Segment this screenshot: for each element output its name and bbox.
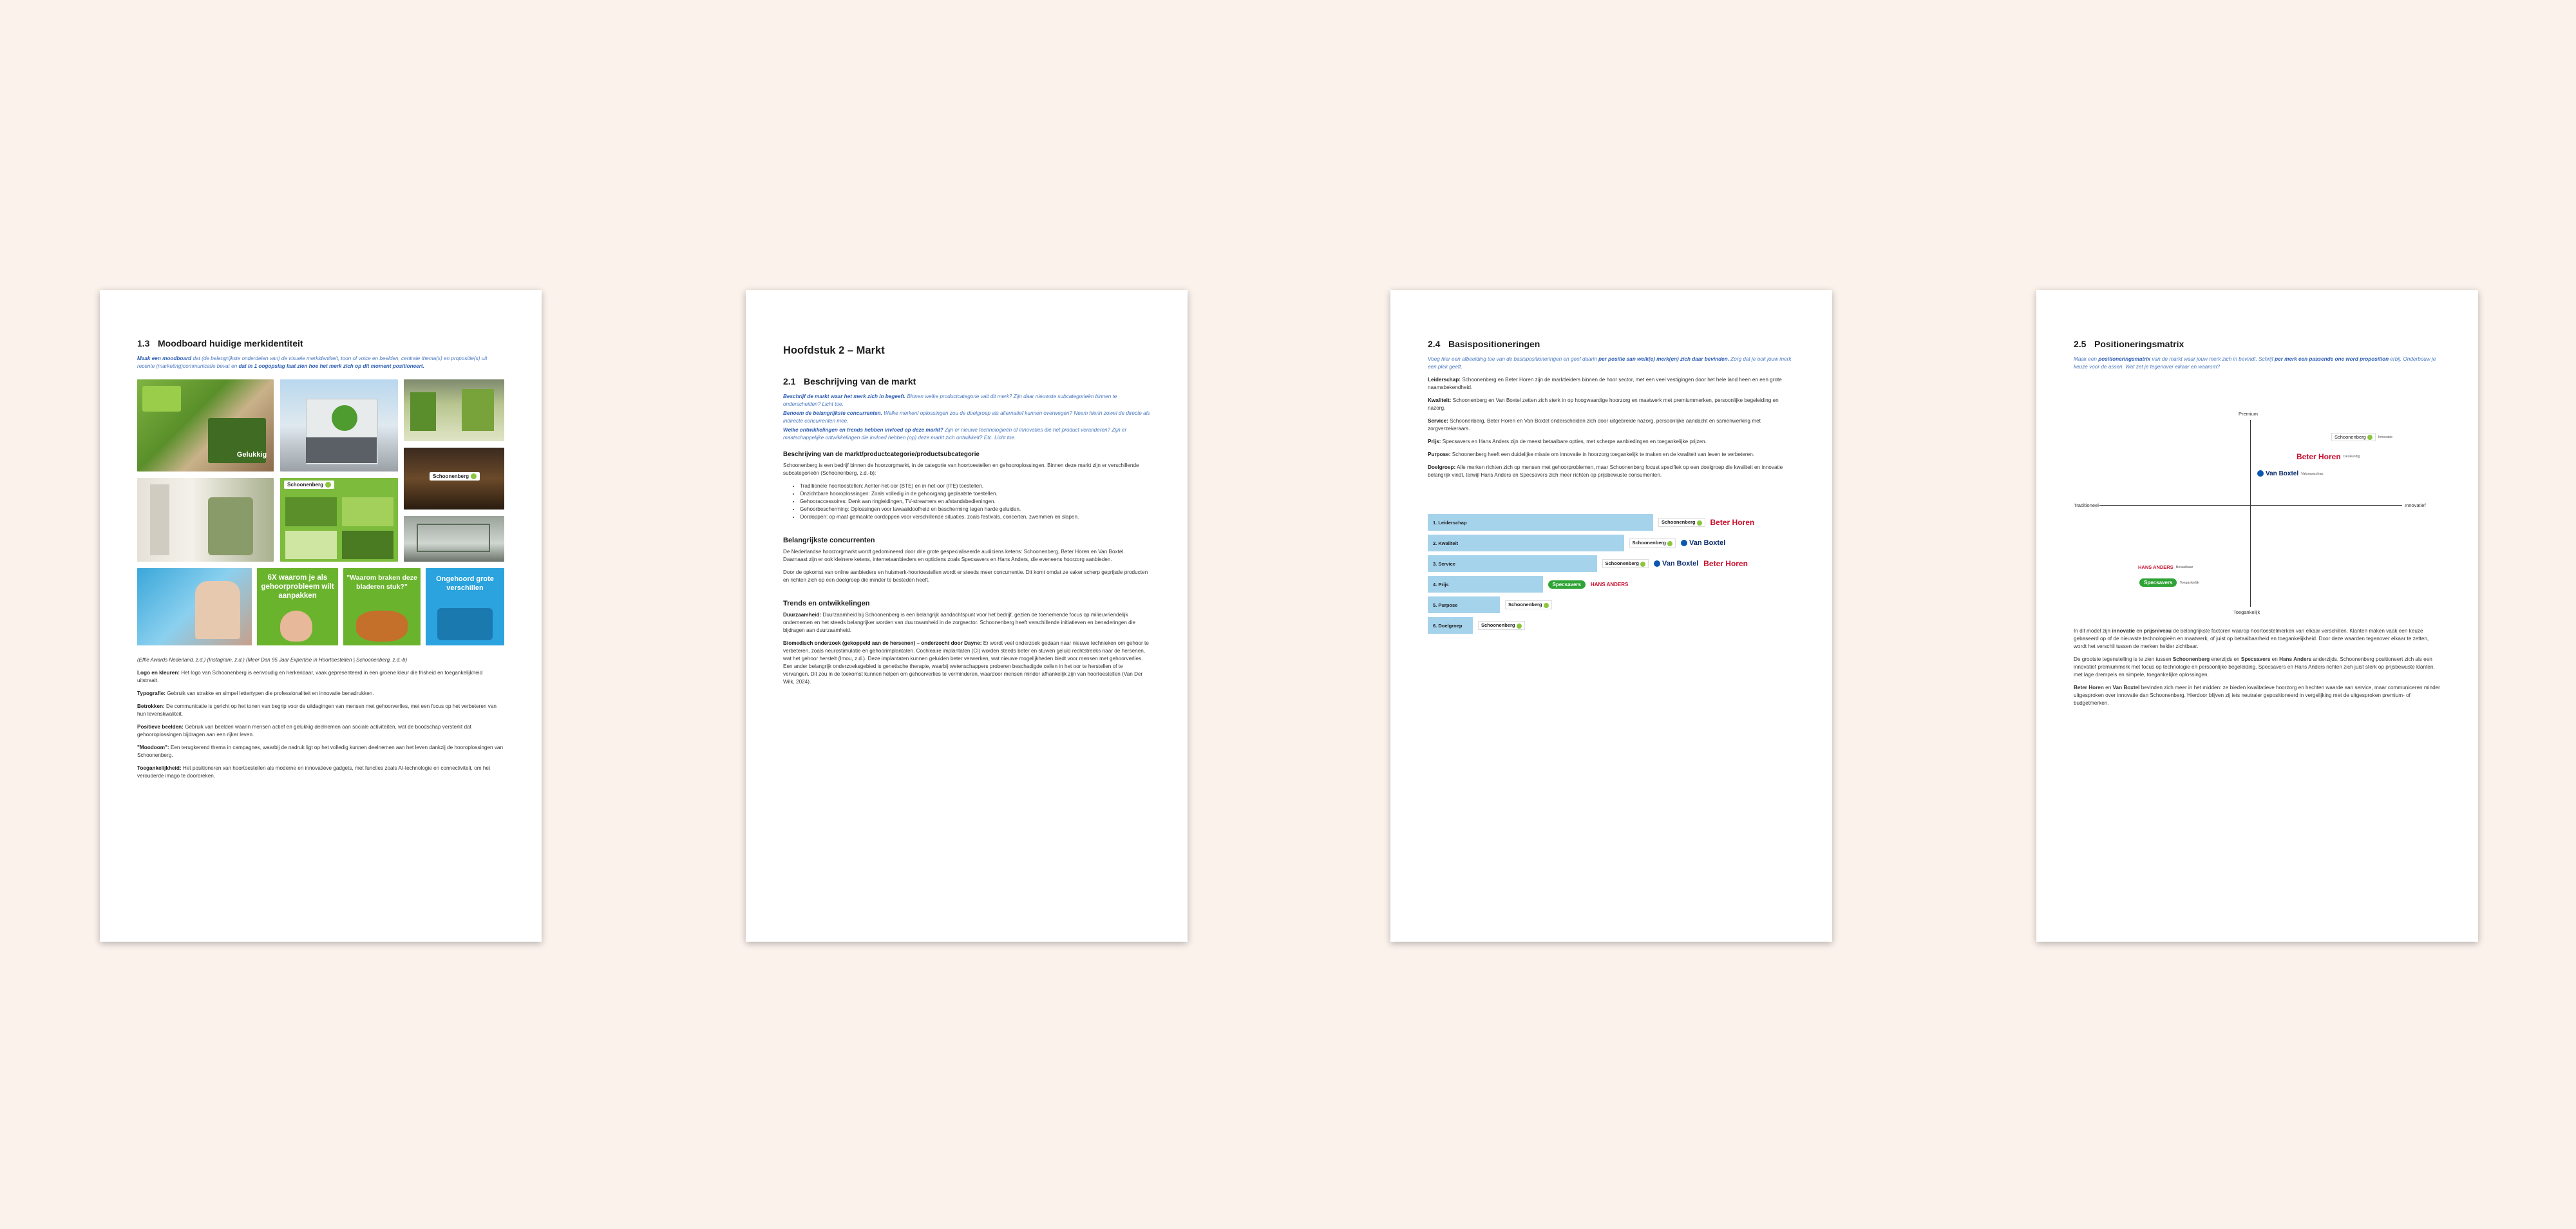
page-positioneringsmatrix (2036, 290, 2478, 942)
mood-photo-interior (137, 478, 274, 562)
position-item: Prijs: Specsavers en Hans Anders zijn de meest betaalbare opties, met scherpe aanbiedingen en toegankelijke prijzen. (1428, 439, 1707, 444)
mood-photo-building (280, 379, 398, 472)
mood-tile-bladeren: "Waarom braken deze bladeren stuk?" (343, 568, 421, 645)
axis-label-right: Innovatief (2405, 502, 2426, 508)
list-item: • Traditionele hoortoestellen: Achter-het-oor (BTE) en in-het-oor (ITE) toestellen. (800, 482, 1150, 490)
schoonenberg-logo-chip: Schoonenberg (284, 481, 334, 489)
list-item: • Onzichtbare hooroplossingen: Zoals volledig in de gehoorgang geplaatste toestellen. (800, 490, 1150, 498)
mood-item: Logo en kleuren: Het logo van Schoonenberg is eenvoudig en herkenbaar, vaak gepresenteerd in een groene kleur die frisheid en toegankelijkheid uitstraalt. (137, 670, 483, 683)
bar-label: 6. Doelgroep (1433, 622, 1463, 629)
bar-brand: Schoonenberg (1602, 559, 1649, 567)
bar-brand: Beter Horen (1703, 559, 1748, 568)
image-caption: (Effie Awards Nederland, z.d.) (Instagram, z.d.) (Meer Dan 95 Jaar Expertise in Hoortoestellen | Schoonenberg, z.d.-b) (137, 657, 408, 663)
mood-item: Typografie: Gebruik van strakke en simpel lettertypen die professionaliteit en innovatie benadrukken. (137, 691, 374, 696)
position-item: Kwaliteit: Schoonenberg en Van Boxtel zetten zich sterk in op hoogwaardige hoorzorg en maatwerk met premiummerken, persoonlijke begeleiding en nazorg. (1428, 397, 1779, 411)
subheading: Trends en ontwikkelingen (783, 600, 870, 607)
schoonenberg-dot-icon (2367, 435, 2372, 440)
matrix-brand-hans-anders: HANS ANDERS Betaalbaar (2138, 564, 2193, 570)
axis-label-left: Traditioneel (2074, 502, 2099, 508)
paragraph: De Nederlandse hoorzorgmarkt wordt gedomineerd door drie grote gespecialiseerde audiciens ketens: Schoonenberg, Beter Horen en Van Boxtel. Daarnaast zijn er ook kleinere ketens, internetaanbieders en opticiens zoals Specsavers en Hans Anders, die eveneens hoorzorg aanbieden. (783, 549, 1125, 562)
mood-item: "Moodoom": Een terugkerend thema in campagnes, waarbij de nadruk ligt op het volledig kunnen deelnemen aan het leven dankzij de hooroplossingen van Schoonenberg. (137, 745, 504, 758)
bar-brand: Van Boxtel (1654, 560, 1698, 567)
bar-row (1428, 514, 1754, 531)
subcategory-list (783, 482, 1150, 521)
subheading: Belangrijkste concurrenten (783, 537, 875, 544)
instruction-text: Beschrijf de markt waar het merk zich in begeeft. Binnen welke productcategorie valt dit merk? Zijn daar nieuwste subcategorieën binnen te onderscheiden? Licht toe. (783, 394, 1117, 407)
mood-item: Positieve beelden: Gebruik van beelden waarin mensen actief en gelukkig deelnemen aan sociale activiteiten, wat de boodschap versterkt dat gehooroplossingen bijdragen aan een rijker leven. (137, 724, 471, 738)
bar-brand: Schoonenberg (1658, 518, 1705, 526)
paragraph: Schoonenberg is een bedrijf binnen de hoorzorgmarkt, in de categorie van hoortoestellen en gehooroplossingen. Binnen deze markt zijn er verschillende subcategorieën (Schoonenberg, z.d.-b): (783, 462, 1139, 476)
paragraph: De grootste tegenstelling is te zien tussen Schoonenberg enerzijds en Specsavers en Hans Anders anderzijds. Schoonenberg positioneert zich als een innovatief premiummerk met focus op technologie en persoonlijke begeleiding. Specsavers en Hans Anders richten zich juist sterk op prijsbewuste klanten, met lage drempels en simpele, toegankelijke oplossingen. (2074, 656, 2435, 678)
mood-tile-ongehoord: Ongehoord grote verschillen (426, 568, 504, 645)
position-item: Service: Schoonenberg, Beter Horen en Van Boxtel onderscheiden zich door uitgebreide nazorg, persoonlijke aandacht en samenwerking met zorgverzekeraars. (1428, 418, 1761, 432)
paragraph: Biomedisch onderzoek (gekoppeld aan de hersenen) – onderzocht door Dayne: Er wordt veel onderzoek gedaan naar nieuwe technieken om gehoor te verbeteren, zoals neurostimulatie en gehoorimplantaten. Cochleaire implantaten (CI) worden steeds beter en stuwen geluid rechtstreeks naar de hersenen, wat het gehoor herstelt (Imou, z.d.). Deze implantaten kunnen geluiden beter verwerken, wat nieuwe mogelijkheden biedt voor mensen met gehoorverlies. Een ander belangrijk onderzoeksgebied is genetische therapie, waarbij wetenschappers proberen beschadigde cellen in het oor te herstellen of te vervangen. Dit zou in de toekomst kunnen helpen om gehoorverlies te verminderen, waardoor mensen minder afhankelijk zijn van hoortoestellen (Van Der Wilk, 2024). (783, 640, 1149, 685)
instruction-text: Maak een positioneringsmatrix van de markt waar jouw merk zich in bevindt. Schrijf per merk een passende one word proposition erbij. Onderbouw je keuze voor de assen. Wat zet je tegenover elkaar en waarom? (2074, 356, 2436, 370)
mood-photo-store-logo (404, 448, 504, 510)
page-moodboard (100, 290, 542, 942)
mood-tile-6x: 6X waarom je als gehoorprobleem wilt aanpakken (257, 568, 338, 645)
instruction-text: Welke ontwikkelingen en trends hebben invloed op deze markt? Zijn er nieuwe technologieën of innovaties die het product veranderen? Zijn er maatschappelijke ontwikkelingen die invloed hebben (op) deze markt zich ontwikkelt? Etc. Licht toe. (783, 427, 1127, 441)
section-heading: 2.4 Basispositioneringen (1428, 339, 1540, 349)
instruction-text: Maak een moodboard dat (de belangrijkste onderdelen van) de visuele merkidentiteit, toon of voice en beelden, centrale thema(s) en propositie(s) uit recente (marketing)communicatie bevat en dat in 1 oogopslag laat zien hoe het merk zich op dit moment positioneert. (137, 356, 488, 369)
section-heading: 2.5 Positioneringsmatrix (2074, 339, 2184, 349)
bar-label: 2. Kwaliteit (1433, 540, 1459, 546)
paragraph: Duurzaamheid: Duurzaamheid bij Schoonenberg is een belangrijk aandachtspunt voor het bedrijf, gezien de toenemende focus op milieuvriendelijk ondernemen en het steeds belangrijker worden van duurzaamheid in de zorgsector. Schoonenberg heeft verschillende initiatieven en benaderingen die bijdragen aan duurzaamheid. (783, 612, 1136, 633)
van-boxtel-dot-icon (1681, 540, 1687, 546)
mood-photo-people: Gelukkig (137, 379, 274, 472)
bar (1428, 617, 1473, 634)
positioning-matrix (2074, 408, 2441, 621)
mood-photo-people-blue (137, 568, 252, 645)
matrix-vertical-axis (2250, 420, 2251, 607)
bar-brand: Specsavers (1548, 580, 1586, 589)
mood-item: Betrokken: De communicatie is gericht op het tonen van begrip voor de uitdagingen van mensen met gehoorverlies, met een focus op het verbeteren van hun levenskwaliteit. (137, 703, 497, 717)
chapter-heading: Hoofdstuk 2 – Markt (783, 345, 885, 356)
mood-item: Toegankelijkheid: Het positioneren van hoortoestellen als moderne en innovatieve gadgets, met functies zoals AI-technologie en connectiviteit, om het verouderde imago te doorbreken. (137, 765, 491, 779)
mood-photo-logo-collage (280, 478, 398, 562)
matrix-horizontal-axis (2099, 505, 2402, 506)
bar-row (1428, 535, 1725, 551)
list-item: • Gehoorbescherming: Oplossingen voor lawaaiidoofheid en bescherming tegen harde geluiden. (800, 506, 1150, 513)
bar-row (1428, 576, 1628, 593)
section-heading: 2.1 Beschrijving van de markt (783, 376, 916, 386)
instruction-text: Benoem de belangrijkste concurrenten. Welke merken/ oplossingen zou de doelgroep als alternatief kunnen overwegen? Neem hierin zowel de directe als indirecte concurrenten mee. (783, 410, 1150, 424)
bar (1428, 535, 1624, 551)
position-item: Doelgroep: Alle merken richten zich op mensen met gehoorproblemen, maar Schoonenberg focust specifiek op een doelgroep die kwaliteit en innovatie belangrijk vindt, terwijl Hans Anders en Specsavers zich meer richten op prijsbewuste consumenten. (1428, 464, 1783, 478)
position-item: Leiderschap: Schoonenberg en Beter Horen zijn de marktleiders binnen de hoor sector, met een veel vestigingen door het hele land heen en een grote naamsbekendheid. (1428, 377, 1782, 390)
bar-brand: Beter Horen (1710, 518, 1755, 527)
bar-label: 5. Purpose (1433, 602, 1458, 608)
mood-photo-store (404, 379, 504, 441)
matrix-brand-beter-horen: Beter Horen Deskundig (2297, 452, 2360, 461)
schoonenberg-dot-icon (1640, 562, 1645, 567)
bar-brand: Van Boxtel (1681, 539, 1725, 547)
bar-label: 3. Service (1433, 560, 1456, 567)
bar (1428, 514, 1653, 531)
bar (1428, 576, 1543, 593)
subheading: Beschrijving van de markt/productcategorie/productsubcategorie (783, 451, 980, 458)
bar-brand: Schoonenberg (1505, 600, 1552, 609)
bar (1428, 596, 1500, 613)
section-heading: 1.3 Moodboard huidige merkidentiteit (137, 338, 303, 348)
matrix-brand-specsavers: Specsavers Toegankelijk (2139, 578, 2199, 587)
matrix-brand-schoonenberg: Schoonenberg Innovatie (2331, 433, 2392, 441)
bar-brand: HANS ANDERS (1590, 581, 1629, 587)
van-boxtel-dot-icon (2257, 470, 2264, 477)
bar-label: 1. Leiderschap (1433, 519, 1467, 526)
schoonenberg-logo-chip: Schoonenberg (430, 472, 480, 481)
schoonenberg-dot-icon (1667, 541, 1672, 546)
bar-row (1428, 596, 1552, 613)
bar-label: 4. Prijs (1433, 581, 1449, 587)
van-boxtel-dot-icon (1654, 560, 1660, 567)
bar (1428, 555, 1597, 572)
paragraph: Door de opkomst van online aanbieders en huismerk-hoortoestellen wordt er steeds meer concurrentie. Dit komt omdat ze vaker scherp geprijsde producten en richten zich op een doelgroep die minder te besteden heeft. (783, 569, 1148, 583)
axis-label-bottom: Toegankelijk (2233, 609, 2260, 615)
moodboard-collage (137, 379, 504, 650)
list-item: • Oordoppen: op maat gemaakte oordoppen voor verschillende situaties, zoals festivals, concerten, zwemmen en slapen. (800, 513, 1150, 521)
mood-photo-shop-interior (404, 516, 504, 562)
position-item: Purpose: Schoonenberg heeft een duidelijke missie om innovatie in hoorzorg toegankelijk te maken en de kwaliteit van leven te verbeteren. (1428, 452, 1755, 457)
positioning-bar-chart (1428, 514, 1795, 643)
axis-label-top: Premium (2239, 411, 2259, 417)
logo-dot-icon (471, 473, 477, 479)
paragraph: In dit model zijn innovatie en prijsniveau de belangrijkste factoren waarop hoortoestelmerken van elkaar verschillen. Klanten maken vaak een keuze gebaseerd op of de nieuwste technologieën en maatwerk, of juist op betaalbaarheid en toegankelijkheid. Door deze waarden tegenover elkaar te zetten, wordt het verschil tussen de merken helder zichtbaar. (2074, 628, 2429, 649)
schoonenberg-dot-icon (1697, 520, 1702, 526)
page-basispositioneringen (1390, 290, 1832, 942)
bar-brand: Schoonenberg (1478, 621, 1525, 629)
schoonenberg-dot-icon (1544, 603, 1549, 608)
paragraph: Beter Horen en Van Boxtel bevinden zich meer in het midden: ze bieden kwalitatieve hoorzorg en hechten waarde aan service, maar communiceren minder uitgesproken over innovatie dan Schoonenberg. Hierdoor blijven zij iets neutraler gepositioneerd in vergelijking met de uitgesproken premium- of budgetmerken. (2074, 685, 2440, 706)
instruction-text: Voeg hier een afbeelding toe van de basispositioneringen en geef daarin per positie aan welk(e) merk(en) zich daar bevinden. Zorg dat je ook jouw merk een plek geeft. (1428, 356, 1792, 370)
bar-row (1428, 617, 1525, 634)
list-item: • Gehooraccessoires: Denk aan ringleidingen, TV-streamers en afstandsbedieningen. (800, 498, 1150, 506)
schoonenberg-dot-icon (1517, 624, 1522, 629)
page-markt (746, 290, 1188, 942)
bar-row (1428, 555, 1748, 572)
bar-brand: Schoonenberg (1629, 538, 1676, 547)
logo-dot-icon (325, 482, 331, 488)
matrix-brand-van-boxtel: Van Boxtel Vakmanschap (2257, 470, 2324, 477)
